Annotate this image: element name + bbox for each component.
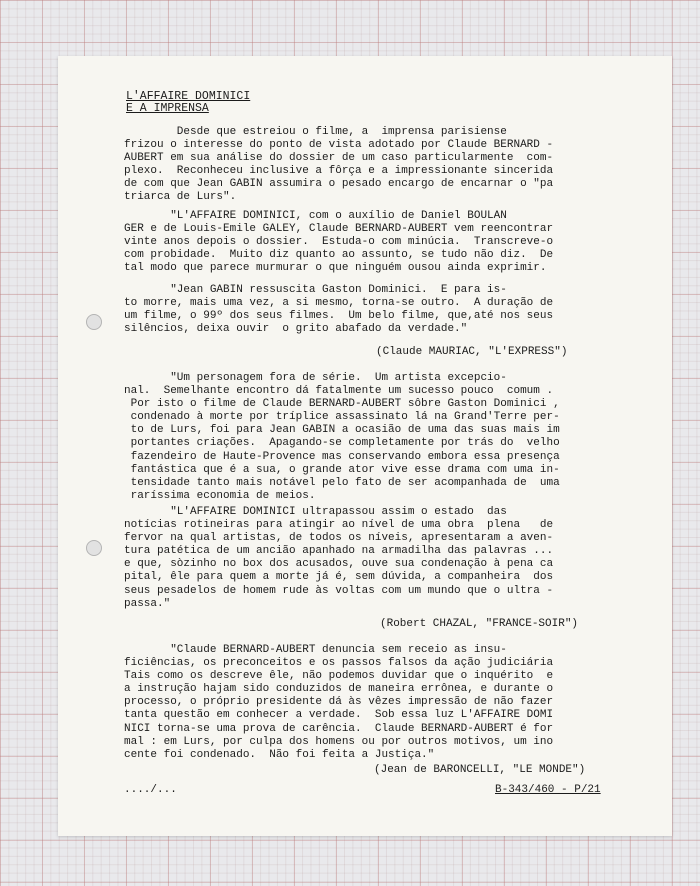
text-line: to morre, mais uma vez, a si mesmo, torna-se outro. A duração de — [124, 297, 554, 310]
text-line: Desde que estreiou o filme, a imprensa parisiense — [124, 126, 507, 138]
intro-paragraph — [124, 126, 618, 205]
text-line: vinte anos depois o dossier. Estuda-o com minúcia. Transcreve-o — [124, 236, 554, 249]
quote-paragraph-4 — [124, 506, 618, 611]
text-line: fantástica que é a sua, o grande ator vive esse drama com uma in- — [124, 463, 560, 476]
title-line-1: L'AFFAIRE DOMINICI — [126, 90, 251, 103]
text-line: ficiências, os preconceitos e os passos falsos da ação judiciária — [124, 657, 554, 670]
text-line: fazendeiro de Haute-Provence mas conservando embora essa presença — [124, 450, 560, 463]
punch-hole — [86, 314, 102, 330]
text-line: portantes criações. Apagando-se completamente por trás do velho — [124, 437, 560, 450]
text-line: passa." — [124, 597, 171, 610]
text-line: e que, sòzinho no box dos acusados, ouve sua condenação à pena ca — [124, 558, 554, 571]
reference-code: B-343/460 - P/21 — [495, 784, 601, 796]
text-line: a instrução hajam sido conduzidos de maneira errônea, e durante o — [124, 683, 554, 696]
punch-hole — [86, 540, 102, 556]
attribution-chazal: (Robert CHAZAL, "FRANCE-SOIR") — [380, 618, 579, 630]
text-line: GER e de Louis-Emile GALEY, Claude BERNARD-AUBERT vem reencontrar — [124, 223, 554, 236]
quote-paragraph-5 — [124, 644, 618, 762]
text-line: to de Lurs, foi para Jean GABIN a ocasião de uma das suas mais im — [124, 424, 560, 437]
text-line: mal : em Lurs, por culpa dos homens ou por outros motivos, um ino — [124, 735, 554, 748]
text-line: condenado à morte por tríplice assassinato lá na Grand'Terre per- — [124, 411, 560, 424]
text-line: tanta questão em conhecer a verdade. Sob essa luz L'AFFAIRE DOMI — [124, 709, 554, 722]
text-line: um filme, o 99º dos seus filmes. Um belo filme, que,até nos seus — [124, 310, 554, 323]
text-line: tura patética de um ancião apanhado na armadilha das palavras ... — [124, 545, 554, 558]
text-line: cente foi condenado. Não foi feita a Justiça." — [124, 748, 435, 761]
text-line: tal modo que parece murmurar o que ninguém ousou ainda exprimir. — [124, 262, 547, 275]
quote-paragraph-2 — [124, 284, 618, 336]
text-line: Tais como os descreve êle, não podemos duvidar que o inquérito e — [124, 670, 554, 683]
text-line: silêncios, deixa ouvir o grito abafado da verdade." — [124, 323, 468, 336]
text-line: "Jean GABIN ressuscita Gaston Dominici. E para is- — [124, 284, 507, 296]
text-line: frizou o interesse do ponto de vista adotado por Claude BERNARD - — [124, 139, 554, 152]
text-line: pital, êle para quem a morte já é, sem dúvida, a companheira dos — [124, 571, 554, 584]
quote-paragraph-3 — [124, 372, 618, 503]
text-line: com probidade. Muito diz quanto ao assunto, se tudo não diz. De — [124, 249, 554, 262]
text-line: "Um personagem fora de série. Um artista excepcio- — [124, 372, 507, 384]
title-line-2: E A IMPRENSA — [126, 102, 209, 115]
text-line: fervor na qual artistas, de todos os níveis, apresentaram a aven- — [124, 532, 554, 545]
text-line: "L'AFFAIRE DOMINICI, com o auxílio de Daniel BOULAN — [124, 210, 507, 222]
document-page — [58, 56, 672, 836]
quote-paragraph-1 — [124, 210, 618, 275]
text-line: triarca de Lurs". — [124, 191, 237, 204]
text-line: plexo. Reconheceu inclusive a fôrça e a impressionante sincerida — [124, 165, 554, 178]
text-line: notícias rotineiras para atingir ao nível de uma obra plena de — [124, 519, 554, 532]
text-line: "Claude BERNARD-AUBERT denuncia sem receio as insu- — [124, 644, 507, 656]
text-line: processo, o próprio presidente dá às vêzes impressão de não fazer — [124, 696, 554, 709]
text-line: NICI torna-se uma prova de carência. Claude BERNARD-AUBERT é for — [124, 722, 554, 735]
continuation-mark: ..../... — [124, 784, 177, 796]
text-line: AUBERT em sua análise do dossier de um caso particularmente com- — [124, 152, 554, 165]
attribution-mauriac: (Claude MAURIAC, "L'EXPRESS") — [376, 346, 568, 358]
text-line: de com que Jean GABIN assumira o pesado encargo de encarnar o "pa — [124, 178, 554, 191]
text-line: Por isto o filme de Claude BERNARD-AUBERT sôbre Gaston Dominici , — [124, 398, 560, 411]
text-line: nal. Semelhante encontro dá fatalmente um sucesso pouco comum . — [124, 385, 554, 398]
text-line: raríssima economia de meios. — [124, 489, 316, 502]
attribution-baroncelli: (Jean de BARONCELLI, "LE MONDE") — [374, 764, 586, 776]
text-line: "L'AFFAIRE DOMINICI ultrapassou assim o estado das — [124, 506, 507, 518]
text-line: tensidade tanto mais notável pelo fato de ser acompanhada de uma — [124, 476, 560, 489]
text-line: seus pesadelos de homem rude às voltas com um mundo que o ultra - — [124, 584, 554, 597]
